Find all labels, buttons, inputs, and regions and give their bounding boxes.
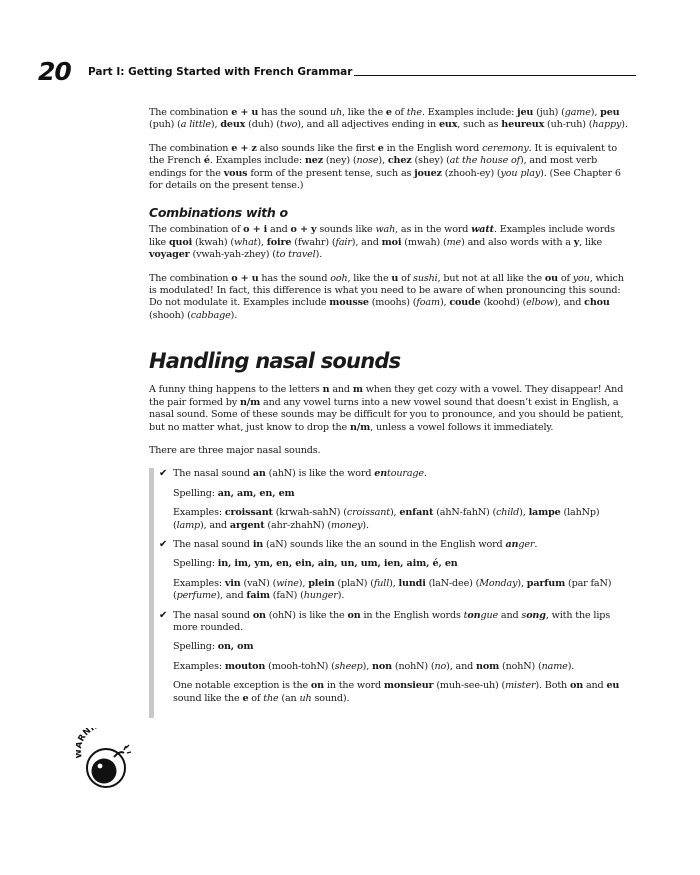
subheading-combinations-o: Combinations with o xyxy=(149,205,288,221)
check-icon: ✔ xyxy=(159,538,168,550)
examples-on: Examples: mouton (mooh-tohN) (sheep), non (nohN) (no), and nom (nohN) (name). xyxy=(173,660,575,672)
list-item-on: ✔ The nasal sound on (ohN) is like the on in the English words tongue and song, with the lips more rounded. xyxy=(159,609,611,633)
check-icon: ✔ xyxy=(159,468,168,480)
paragraph-ez: The combination e + z also sounds like the first e in the English word ceremony. It is equivalent to the French é. Examples include: nez (ney) (nose), chez (shey) (at the house of), and most verb endings for the vous form of the present tense, such as jouez (zhooh-ey) (you play). (See Chapter 6 for details on the present tense.) xyxy=(149,142,621,192)
warning-bomb-icon xyxy=(76,728,134,790)
running-head: Part I: Getting Started with French Grammar xyxy=(88,66,353,78)
list-item-in: ✔ The nasal sound in (aN) sounds like the an sound in the English word anger. xyxy=(159,538,538,550)
paragraph-oi: The combination of o + i and o + y sounds like wah, as in the word watt. Examples include words like quoi (kwah) (what), foire (fwahr) (fair), and moi (mwah) (me) and also words with a y, like voyager (vwah-yah-zhey) (to travel). xyxy=(149,224,615,261)
examples-an: Examples: croissant (krwah-sahN) (croissant), enfant (ahN-fahN) (child), lampe (lahNp) (lamp), and argent (ahr-zhahN) (money). xyxy=(173,507,600,531)
paragraph-ou: The combination o + u has the sound ooh, like the u of sushi, but not at all like the ou of you, which is modulated! In fact, this difference is what you need to be aware of when pronouncing this sound: Do not modulate it. Examples include mousse (moohs) (foam), coude (koohd) (elbow), and chou (shooh) (cabbage). xyxy=(149,272,624,321)
list-item-an: ✔ The nasal sound an (ahN) is like the word entourage. xyxy=(159,468,427,480)
header-rule xyxy=(354,75,636,76)
check-icon: ✔ xyxy=(159,609,168,621)
spelling-in: Spelling: in, im, ym, en, ein, ain, un, um, ien, aim, é, en xyxy=(173,558,458,570)
warning-label: RNI xyxy=(76,728,97,744)
page-content xyxy=(149,107,634,712)
nasal-sounds-list xyxy=(149,468,634,705)
page-number: 20 xyxy=(38,57,71,86)
paragraph-three-nasal: There are three major nasal sounds. xyxy=(149,444,321,456)
spelling-an: Spelling: an, am, en, em xyxy=(173,487,295,499)
exception-note: One notable exception is the on in the word monsieur (muh-see-uh) (mister). Both on and eu sound like the e of the (an uh sound). xyxy=(173,680,620,704)
paragraph-nasal-intro: A funny thing happens to the letters n and m when they get cozy with a vowel. They disappear! And the pair formed by n/m and any vowel turns into a new vowel sound that doesn’t exist in English, a nasal sound. Some of these sounds may be difficult for you to pronounce, and you should be patient, but no matter what, just know to drop the n/m, unless a vowel follows it immediately. xyxy=(149,384,624,433)
sidebar-rule xyxy=(149,468,154,718)
bomb-icon xyxy=(76,728,134,790)
spelling-on: Spelling: on, om xyxy=(173,641,254,653)
section-heading-nasal: Handling nasal sounds xyxy=(149,349,401,374)
paragraph-eu: The combination e + u has the sound uh, like the e of the. Examples include: jeu (juh) (game), peu (puh) (a little), deux (duh) (two), and all adjectives ending in eux, such as heureux (uh-ruh) (happy). xyxy=(149,107,628,131)
examples-in: Examples: vin (vaN) (wine), plein (plaN) (full), lundi (laN-dee) (Monday), parfum (par faN) (perfume), and faim (faN) (hunger). xyxy=(173,577,612,602)
page-header xyxy=(38,57,638,87)
